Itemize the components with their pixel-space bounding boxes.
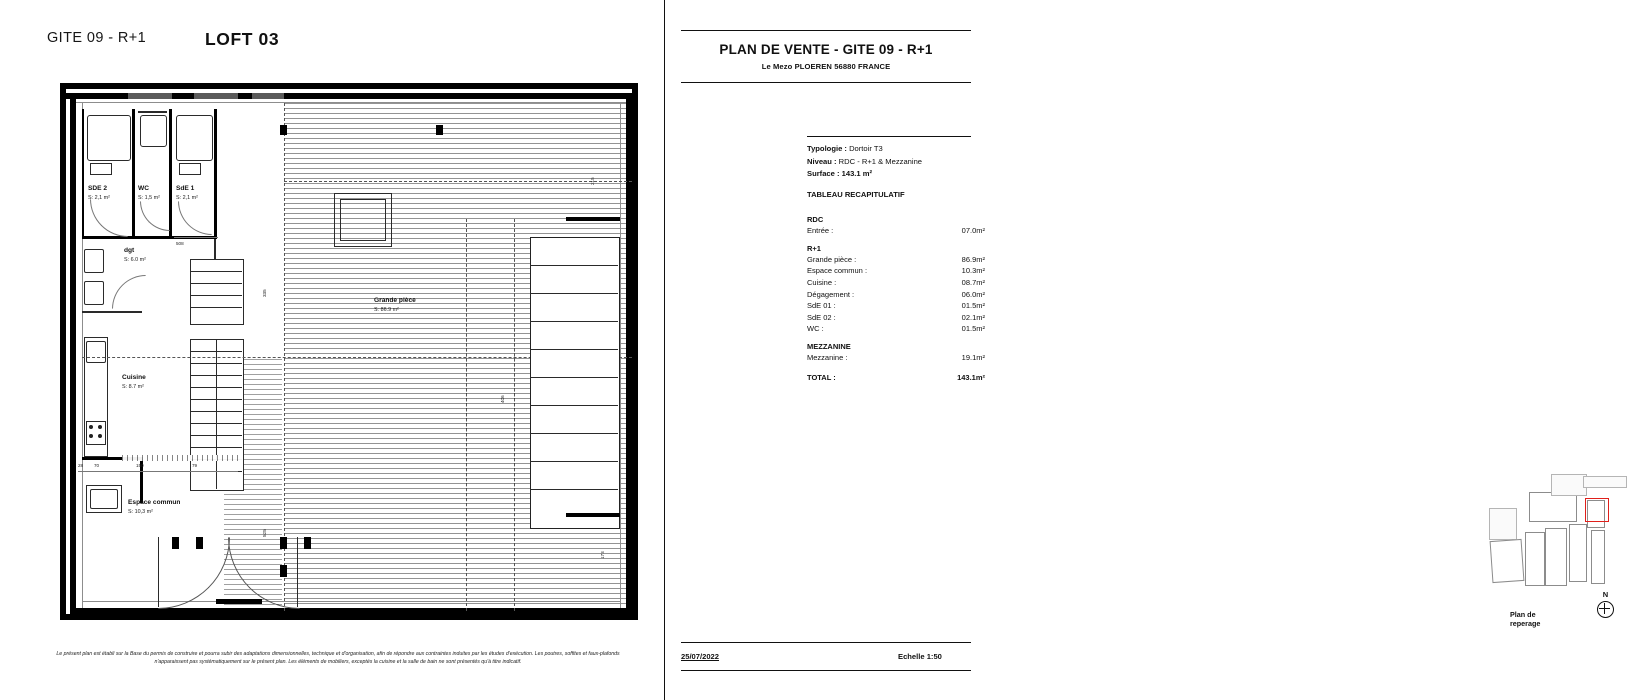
ext-stair-step-6 — [530, 405, 618, 406]
stair-step-b — [190, 283, 242, 284]
mezzanine-outline-top — [284, 181, 632, 182]
mezzanine-outline-right2 — [514, 219, 515, 611]
locator-building-c — [1525, 532, 1545, 586]
room-name-espace-commun: Espace commun — [128, 499, 181, 506]
room-label-dgt — [124, 247, 146, 265]
wall-sde2-right — [132, 109, 135, 239]
info-typologie-label: Typologie : — [807, 144, 847, 153]
locator-building-i — [1591, 530, 1605, 584]
recap-label-cuisine: Cuisine : — [807, 277, 837, 287]
cooktop-burner-3 — [89, 434, 93, 438]
room-name-wc: WC — [138, 185, 149, 192]
dimension-line-top — [174, 237, 218, 238]
recap-row-cuisine — [807, 277, 985, 289]
dimension-70: 70 — [94, 463, 100, 468]
ext-stair-step-4 — [530, 349, 618, 350]
locator-building-a — [1489, 508, 1517, 540]
ext-stair-step-3 — [530, 321, 618, 322]
recap-value-entree: 07.0m² — [961, 226, 985, 235]
recap-row-entree — [807, 225, 985, 237]
fixture-sink — [86, 341, 106, 363]
plan-panel — [0, 0, 660, 700]
info-niveau-label: Niveau : — [807, 156, 837, 166]
recap-label-mezzanine: Mezzanine : — [807, 353, 848, 362]
info-typologie — [807, 143, 982, 156]
locator-building-b — [1490, 539, 1525, 583]
document-subtitle: Le Mezo PLOEREN 56880 FRANCE — [761, 62, 891, 71]
recap-section-rdc-name: RDC — [807, 215, 824, 224]
dimension-525: 525 — [262, 529, 267, 537]
room-name-cuisine: Cuisine — [122, 374, 146, 381]
room-label-grande-piece — [374, 297, 416, 315]
recap-value-espace-commun: 10.3m² — [961, 266, 985, 276]
floor-hatch-threshold — [122, 455, 242, 461]
mezzanine-outline-right — [466, 219, 467, 611]
exterior-stair-rail-2 — [566, 513, 620, 517]
north-arrow-icon — [1597, 601, 1614, 618]
floor-plan-drawing — [60, 83, 638, 620]
recap-label-espace-commun: Espace commun : — [807, 266, 868, 276]
document-title: PLAN DE VENTE - GITE 09 - R+1 — [719, 42, 933, 57]
plan-loft-title: LOFT 03 — [205, 29, 280, 49]
window-top-2 — [194, 93, 238, 99]
info-surface — [807, 168, 982, 181]
room-name-dgt: dgt — [124, 247, 135, 254]
recap-label-sde01: SdE 01 : — [807, 301, 836, 311]
room-area-sde1: S: 2,1 m² — [176, 194, 198, 201]
exterior-stair — [530, 237, 620, 529]
room-area-espace-commun: S: 10,3 m² — [128, 508, 153, 515]
property-info — [807, 143, 982, 181]
entry-threshold — [216, 599, 262, 604]
recap-value-wc: 01.5m² — [961, 324, 985, 334]
entry-door-leaf-left — [158, 537, 159, 607]
wall-left — [70, 93, 76, 614]
fixture-left-unit-2 — [84, 281, 104, 305]
room-area-cuisine: S: 8.7 m² — [122, 383, 144, 390]
fixture-left-unit-1 — [84, 249, 104, 273]
recap-table — [807, 208, 985, 382]
stair-step-d — [190, 307, 242, 308]
recap-label-sde02: SdE 02 : — [807, 312, 836, 322]
ext-stair-step-9 — [530, 489, 618, 490]
info-typologie-value: Dortoir T3 — [849, 144, 883, 153]
recap-label-grande-piece: Grande pièce : — [807, 254, 857, 264]
recap-row-degagement — [807, 289, 985, 301]
post-2 — [436, 125, 443, 135]
dimension-28: 28 — [78, 463, 84, 468]
info-niveau — [807, 156, 982, 169]
room-label-sde1 — [176, 185, 198, 203]
locator-building-f — [1529, 492, 1577, 522]
dimension-79: 79 — [192, 463, 198, 468]
fixture-shower-sde2 — [87, 115, 131, 161]
wall-sde1-right — [214, 109, 217, 239]
ext-stair-step-5 — [530, 377, 618, 378]
info-surface-label: Surface : — [807, 169, 840, 179]
wall-bottom — [70, 608, 632, 614]
locator-building-d — [1545, 528, 1567, 586]
room-name-grande-piece: Grande pièce — [374, 297, 416, 304]
recap-value-degagement: 06.0m² — [961, 289, 985, 299]
rule-footer-bottom — [681, 670, 971, 671]
room-name-sde2: SDE 2 — [88, 185, 108, 192]
exterior-stair-rail — [566, 217, 620, 221]
fixture-basin-commun-bowl — [90, 489, 118, 509]
room-area-sde2: S: 2,1 m² — [88, 194, 110, 201]
door-swing-dgt — [112, 275, 146, 309]
ext-stair-step-2 — [530, 293, 618, 294]
recap-section-mezzanine-name: MEZZANINE — [807, 342, 851, 351]
post-4 — [304, 537, 311, 549]
door-swing-sde1 — [178, 201, 212, 235]
wall-sde-block-outer — [82, 109, 84, 239]
north-indicator — [1597, 590, 1614, 618]
recap-label-degagement: Dégagement : — [807, 289, 855, 299]
rule-top — [681, 30, 971, 31]
dimension-150: 150 — [136, 463, 144, 468]
fixture-shower-sde1 — [176, 115, 213, 161]
legal-footnote: Le présent plan est établi sur la Base du permis de construire et pourra subir des adaptations dimensionnelles, technique et d'organisation, afin de répondre aux contraintes induites par les études d'exécution. Les poutres, soffites et faux-plafonds n'apparaissent pas systématiquement sur le présent plan. Les éléments de mobiliers, exceptés la cuisine et la salle de bain ne sont présentés qu'à titre indicatif. — [56, 651, 620, 666]
info-panel — [665, 0, 1609, 700]
cooktop-burner-2 — [98, 425, 102, 429]
locator-highlight-unit — [1585, 498, 1609, 522]
entry-door-leaf-right — [297, 537, 298, 607]
wall-inner-line-top — [76, 102, 626, 103]
recap-label-wc: WC : — [807, 324, 824, 334]
dimension-line-bottom — [78, 471, 238, 472]
post-1 — [280, 125, 287, 135]
plan-scale: Echelle 1:50 — [898, 652, 942, 661]
dimension-335: 335 — [262, 289, 267, 297]
plan-date: 25/07/2022 — [681, 652, 720, 661]
recap-row-sde02 — [807, 312, 985, 324]
locator-road — [1583, 476, 1627, 488]
north-label: N — [1602, 590, 1609, 599]
ext-stair-step-7 — [530, 433, 618, 434]
room-area-dgt: S: 6.0 m² — [124, 256, 146, 263]
stair-center-rail — [216, 339, 217, 489]
locator-building-e — [1569, 524, 1587, 582]
locator-building-g — [1551, 474, 1587, 496]
dimension-406: 406 — [500, 395, 505, 403]
recap-row-sde01 — [807, 300, 985, 312]
wall-inner-line-right — [620, 102, 621, 608]
recap-row-espace-commun — [807, 265, 985, 277]
fixture-basin-sde1 — [179, 163, 201, 175]
dimension-173: 173 — [600, 551, 605, 559]
recap-value-cuisine: 08.7m² — [961, 277, 985, 287]
recap-value-sde01: 01.5m² — [961, 301, 985, 311]
recap-value-mezzanine: 19.1m² — [961, 353, 985, 362]
recap-row-wc — [807, 323, 985, 335]
rule-footer — [681, 642, 971, 643]
recap-value-sde02: 02.1m² — [961, 312, 985, 322]
staircase-upper — [190, 259, 244, 325]
stair-step-c — [190, 295, 242, 296]
recap-total-row — [807, 373, 985, 382]
cooktop-burner-1 — [89, 425, 93, 429]
staircase-lower — [190, 339, 244, 491]
fixture-basin-sde2 — [90, 163, 112, 175]
recap-row-mezzanine — [807, 352, 985, 364]
rule-under-title — [681, 82, 971, 83]
wall-right — [626, 93, 632, 614]
window-top-1 — [128, 93, 172, 99]
room-label-cuisine — [122, 374, 146, 392]
recap-section-r1-name: R+1 — [807, 243, 821, 253]
fixture-wc-bowl — [140, 115, 167, 147]
fixture-wc-tank — [138, 111, 167, 113]
window-top-3 — [252, 93, 284, 99]
door-swing-sde2 — [90, 199, 128, 237]
recap-total-value: 143.1m² — [957, 372, 985, 382]
stair-step-a — [190, 271, 242, 272]
floor-plan-canvas — [66, 89, 632, 614]
room-area-grande-piece: S: 86.9 m² — [374, 306, 399, 313]
recap-label-entree: Entrée : — [807, 226, 834, 235]
room-label-wc — [138, 185, 160, 203]
room-name-sde1: SdE 1 — [176, 185, 195, 192]
ext-stair-step-1 — [530, 265, 618, 266]
info-surface-value: 143.1 m² — [841, 169, 873, 179]
locator-caption: Plan de reperage — [1510, 610, 1541, 628]
info-niveau-value: RDC - R+1 & Mezzanine — [838, 156, 923, 166]
recap-value-grande-piece: 86.9m² — [961, 254, 985, 264]
recap-row-grande-piece — [807, 254, 985, 266]
recap-total-label: TOTAL : — [807, 372, 836, 382]
room-area-wc: S: 1,5 m² — [138, 194, 160, 201]
rule-above-info — [807, 136, 971, 137]
plan-level-title: GITE 09 - R+1 — [47, 30, 147, 46]
dimension-215: 215 — [590, 177, 595, 185]
door-swing-wc — [140, 201, 170, 231]
locator-map — [1487, 472, 1627, 592]
ext-stair-step-8 — [530, 461, 618, 462]
recap-title: TABLEAU RECAPITULATIF — [807, 190, 905, 199]
mezzanine-outline-left — [284, 103, 285, 611]
room-label-espace-commun — [128, 499, 180, 517]
skylight-inner — [340, 199, 386, 241]
wall-dgt-bottom — [82, 311, 142, 313]
dimension-508: 508 — [176, 241, 184, 246]
cooktop-burner-4 — [98, 434, 102, 438]
